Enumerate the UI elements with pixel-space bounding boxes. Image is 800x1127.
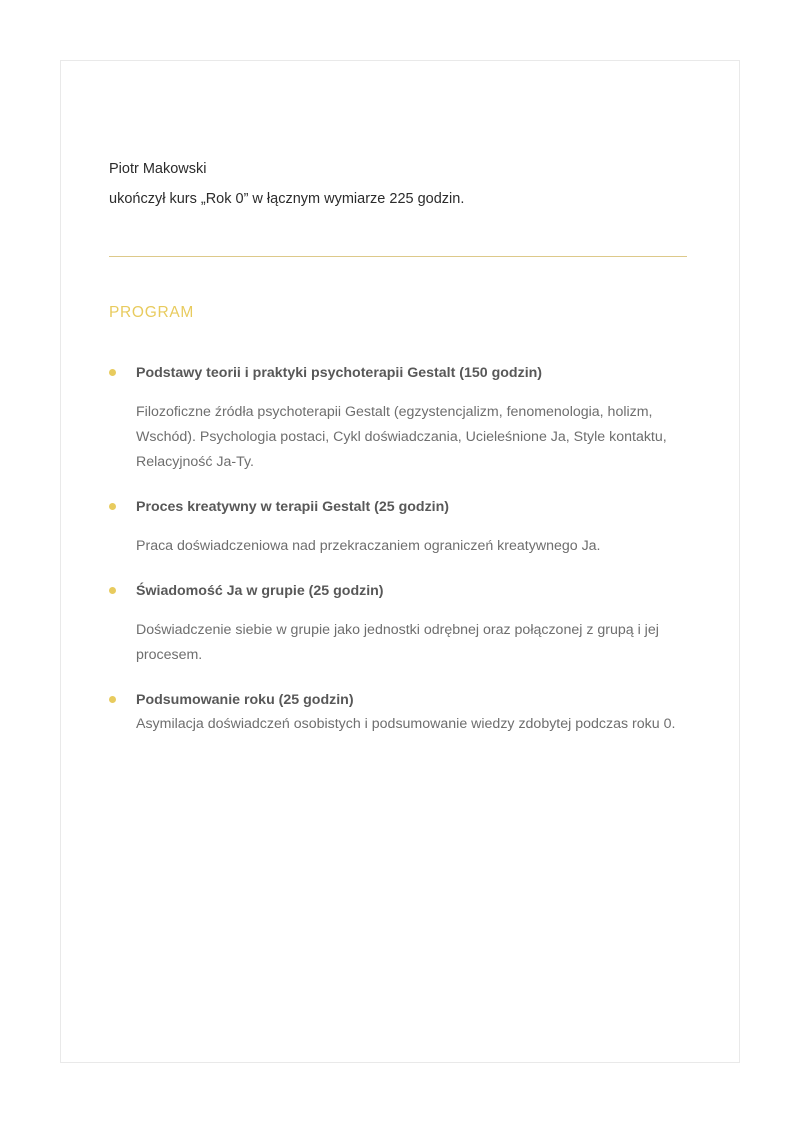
program-item-description: Filozoficzne źródła psychoterapii Gestalt (egzystencjalizm, fenomenologia, holizm, Wschód). Psychologia postaci, Cykl doświadczania, Ucieleśnione Ja, Style kontaktu, Relacyjność Ja-Ty. bbox=[136, 404, 667, 470]
program-item-description: Praca doświadczeniowa nad przekraczaniem ograniczeń kreatywnego Ja. bbox=[136, 538, 601, 554]
bullet-dot-icon bbox=[109, 696, 116, 703]
course-completion-statement: ukończył kurs „Rok 0” w łącznym wymiarze 225 godzin. bbox=[109, 191, 465, 207]
program-item-title: Świadomość Ja w grupie (25 godzin) bbox=[136, 583, 384, 599]
program-item-description: Doświadczenie siebie w grupie jako jednostki odrębnej oraz połączonej z grupą i jej procesem. bbox=[136, 622, 659, 663]
recipient-block bbox=[109, 154, 687, 214]
certificate-page bbox=[60, 60, 740, 1063]
bullet-dot-icon bbox=[109, 369, 116, 376]
program-item-title: Podstawy teorii i praktyki psychoterapii Gestalt (150 godzin) bbox=[136, 365, 543, 381]
program-item-title: Proces kreatywny w terapii Gestalt (25 godzin) bbox=[136, 499, 450, 515]
recipient-name: Piotr Makowski bbox=[109, 161, 207, 177]
program-item-title: Podsumowanie roku (25 godzin) bbox=[136, 692, 354, 708]
bullet-dot-icon bbox=[109, 587, 116, 594]
gold-divider bbox=[109, 256, 687, 257]
program-item-description: Asymilacja doświadczeń osobistych i podsumowanie wiedzy zdobytej podczas roku 0. bbox=[136, 716, 676, 732]
program-list bbox=[109, 364, 687, 737]
program-list-item bbox=[109, 691, 687, 737]
program-list-item bbox=[109, 498, 687, 559]
program-list-item bbox=[109, 582, 687, 668]
certificate-content bbox=[109, 154, 687, 737]
program-list-item bbox=[109, 364, 687, 475]
program-section-heading: PROGRAM bbox=[109, 304, 194, 321]
bullet-dot-icon bbox=[109, 503, 116, 510]
